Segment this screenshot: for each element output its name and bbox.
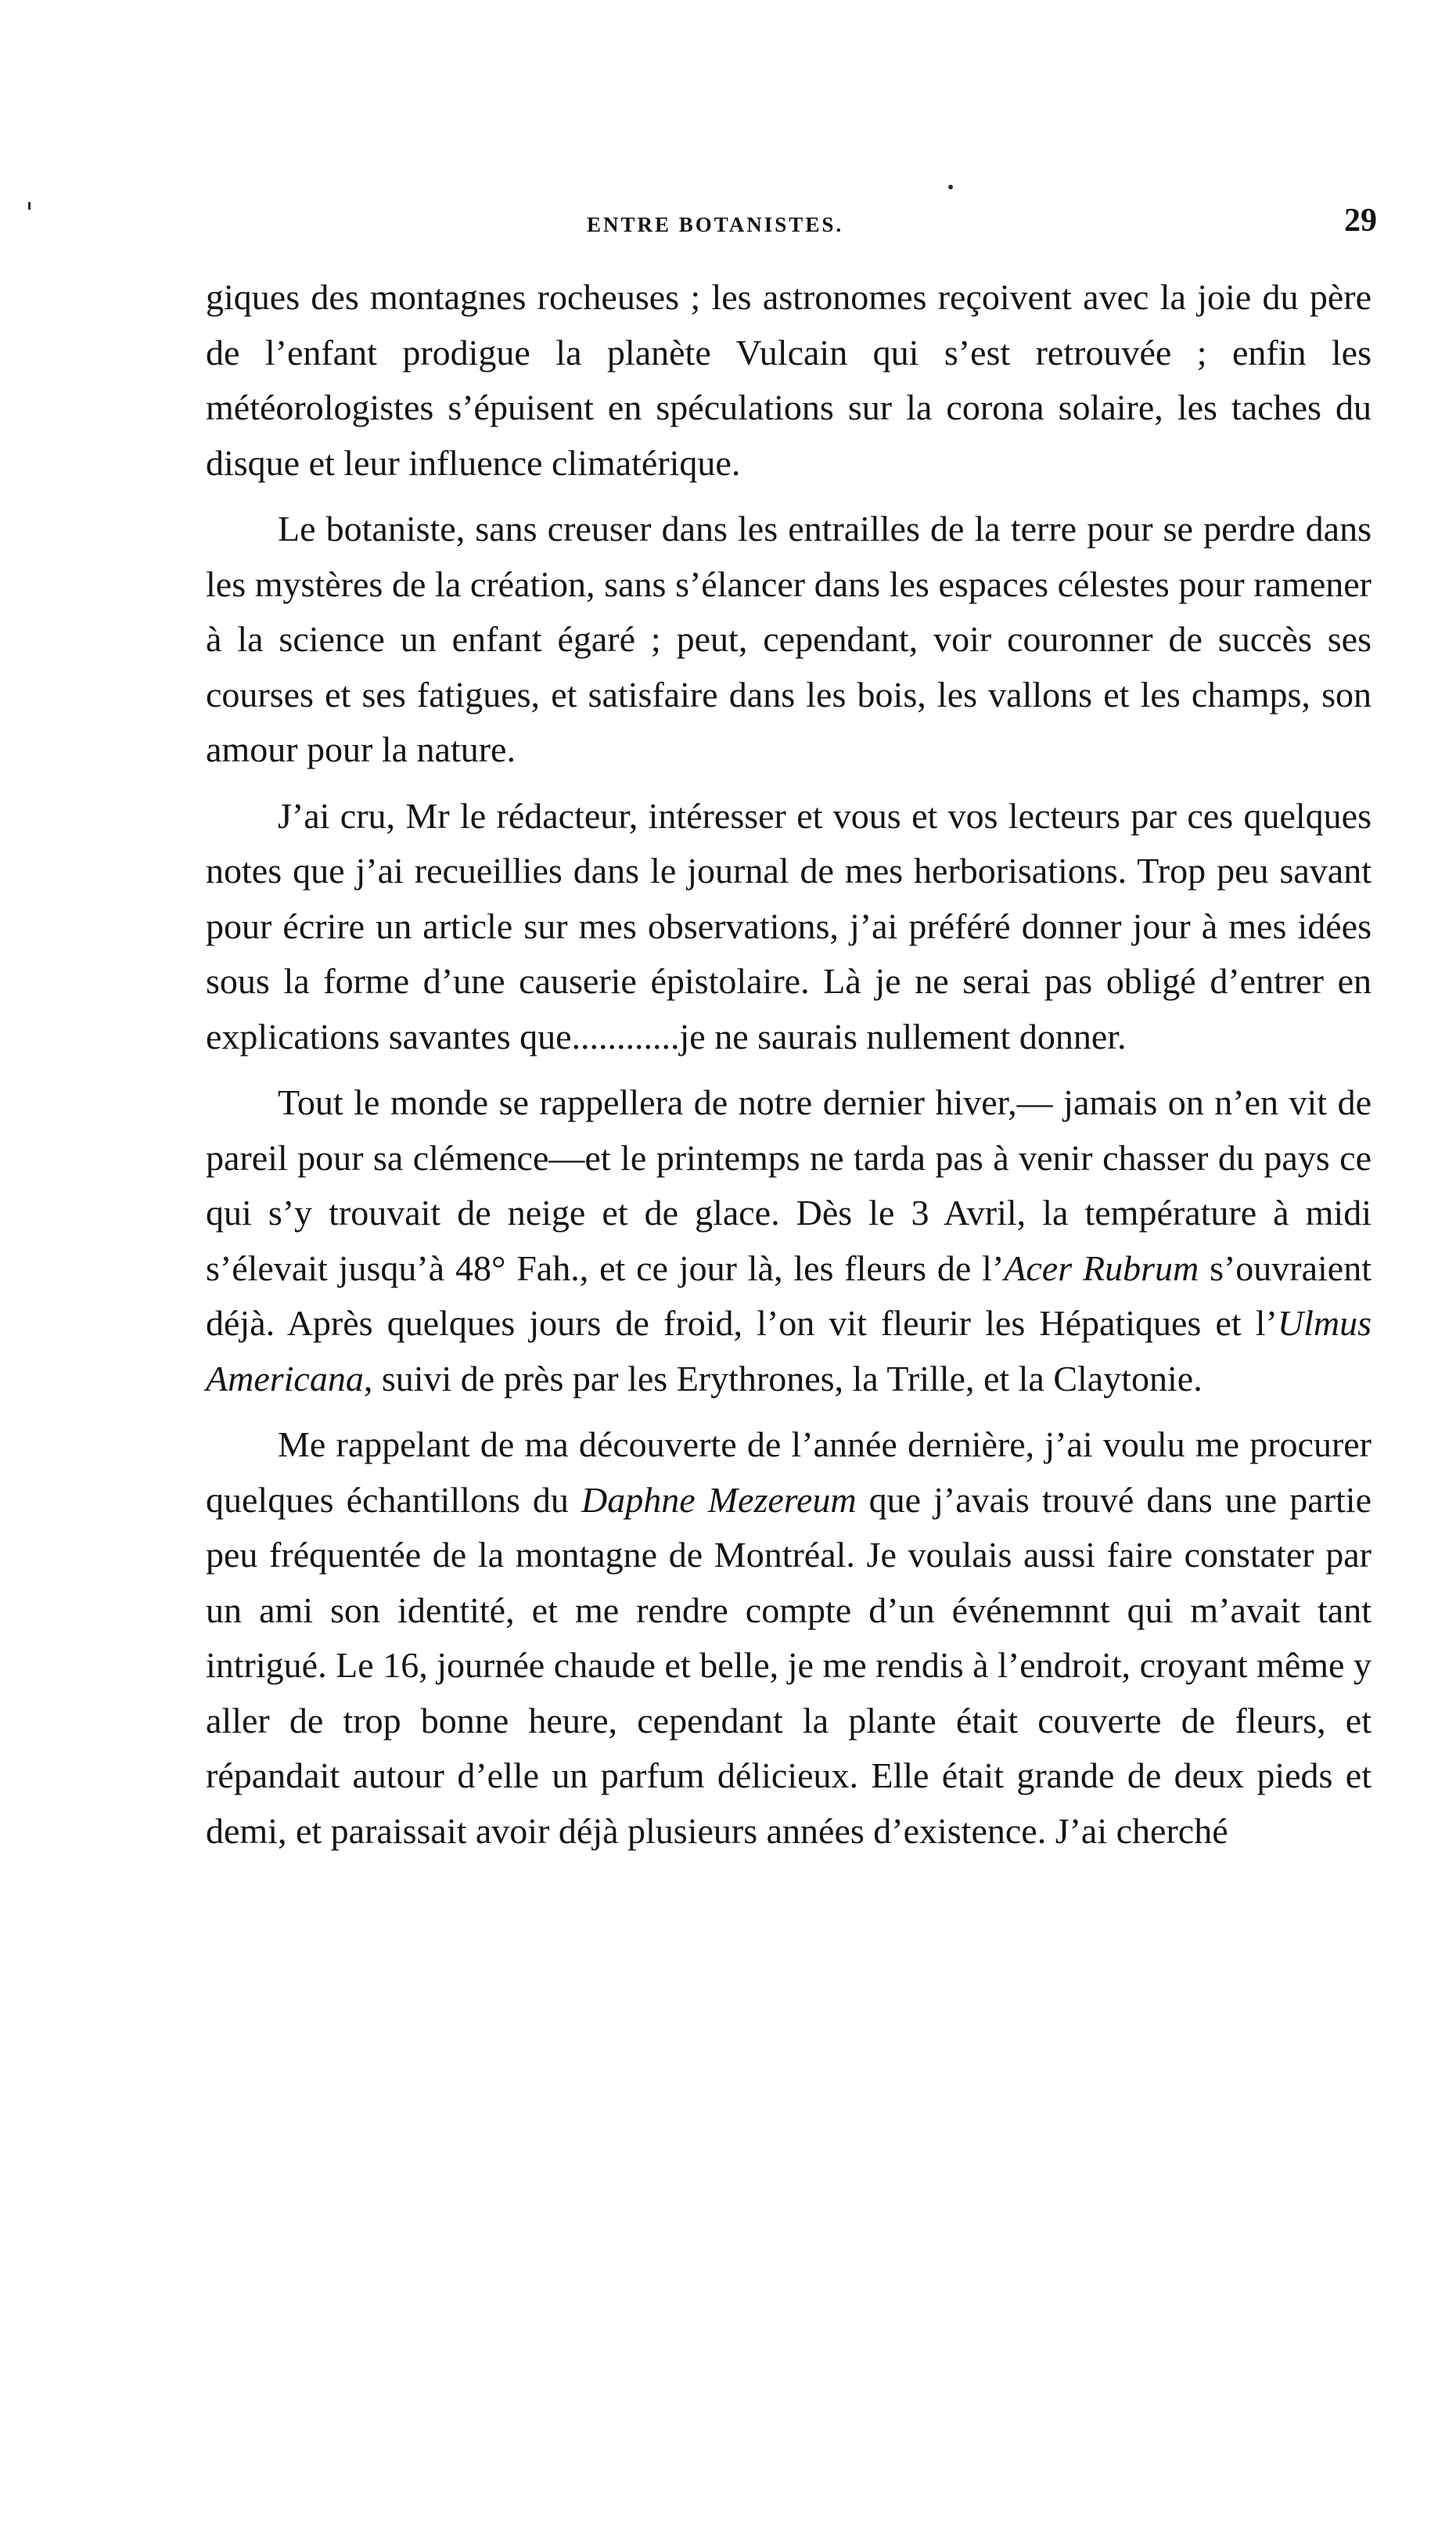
paragraph: [206, 789, 1372, 1065]
page-number: 29: [1344, 203, 1377, 239]
text-run: que j’avais trouvé dans une partie peu fréquentée de la montagne de Montréal. Je voulais aussi faire constater par un ami son identité, et me rendre compte d’un événemnnt qui m’avait tant intrigué. Le 16, journée chaude et belle, je me rendis à l’endroit, croyant même y aller de trop bonne heure, cependant la plante était couverte de fleurs, et répandait autour d’elle un parfum délicieux. Elle était grande de deux pieds et demi, et paraissait avoir déjà plusieurs années d’existence. J’ai cherché: [206, 1479, 1372, 1851]
text-run: s’ouvraient déjà. Après quelques jours de froid, l’on vit fleurir les Hépatiques et l’: [206, 1247, 1372, 1343]
text-run: giques des montagnes rocheuses ; les astronomes reçoivent avec la joie du père de l’enfant prodigue la planète Vulcain qui s’est retrouvée ; enfin les météorologistes s’épuisent en spéculations sur la corona solaire, les taches du disque et leur influence climatérique.: [206, 277, 1372, 483]
text-run: Le botaniste, sans creuser dans les entrailles de la terre pour se perdre dans les mystères de la création, sans s’élancer dans les espaces célestes pour ramener à la science un enfant égaré ; peut, cependant, voir couronner de succès ses courses et ses fatigues, et satisfaire dans les bois, les vallons et les champs, son amour pour la nature.: [206, 509, 1372, 769]
text-run: J’ai cru, Mr le rédacteur, intéresser et vous et vos lecteurs par ces quelques notes que j’ai recueillies dans le journal de mes herborisations. Trop peu savant pour écrire un article sur mes observations, j’ai préféré donner jour à mes idées sous la forme d’une causerie épistolaire. Là je ne serai pas obligé d’entrer en explications savantes que............je ne saurais nullement donner.: [206, 795, 1372, 1057]
running-title: ENTRE BOTANISTES.: [587, 213, 844, 236]
italic-text: Acer Rubrum: [1004, 1247, 1199, 1288]
text-run: Me rappelant de ma découverte de l’année dernière, j’ai voulu me procurer quelques échantillons du: [206, 1424, 1372, 1520]
paragraph: [206, 502, 1372, 778]
print-speck: [948, 185, 953, 189]
body-text: [206, 270, 1372, 1870]
paragraph: [206, 270, 1372, 491]
paragraph: [206, 1417, 1372, 1859]
paragraph: [206, 1075, 1372, 1406]
print-speck: [28, 202, 31, 210]
italic-text: Daphne Mezereum: [581, 1479, 857, 1520]
text-run: , suivi de près par les Erythrones, la Trille, et la Claytonie.: [363, 1358, 1203, 1399]
italic-text: Ulmus Americana: [206, 1303, 1372, 1399]
page-header: [203, 202, 1377, 249]
text-run: Tout le monde se rappellera de notre dernier hiver,— jamais on n’en vit de pareil pour sa clémence—et le printemps ne tarda pas à venir chasser du pays ce qui s’y trouvait de neige et de glace. Dès le 3 Avril, la température à midi s’élevait jusqu’à 48° Fah., et ce jour là, les fleurs de l’: [206, 1082, 1372, 1288]
